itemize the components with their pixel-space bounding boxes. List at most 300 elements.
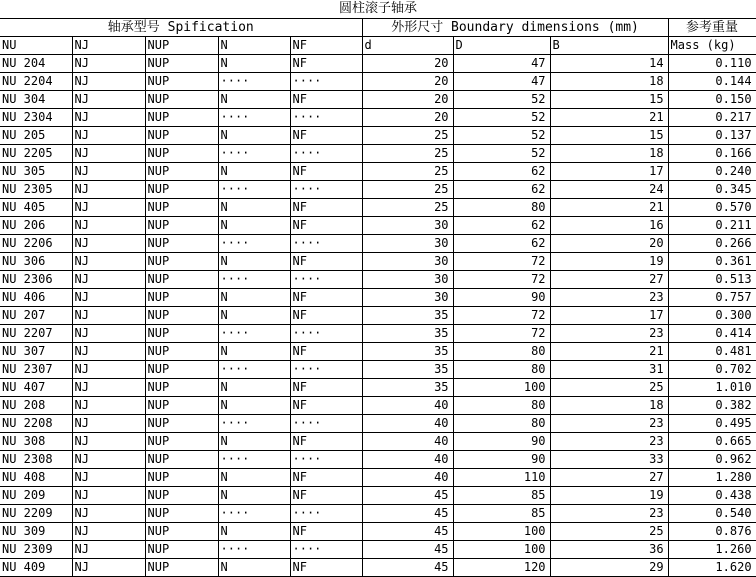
col-header-nu[interactable]: NU [0, 37, 72, 55]
cell-n[interactable]: ···· [218, 451, 290, 469]
cell-d[interactable]: 25 [362, 181, 453, 199]
cell-b[interactable]: 21 [550, 343, 668, 361]
cell-d[interactable]: 35 [362, 361, 453, 379]
cell-b[interactable]: 25 [550, 523, 668, 541]
cell-d[interactable]: 40 [362, 469, 453, 487]
cell-b[interactable]: 15 [550, 127, 668, 145]
cell-n[interactable]: N [218, 199, 290, 217]
cell-nup[interactable]: NUP [145, 55, 218, 73]
cell-nup[interactable]: NUP [145, 379, 218, 397]
cell-nf[interactable]: NF [290, 343, 362, 361]
col-header-d[interactable]: d [362, 37, 453, 55]
cell-nj[interactable]: NJ [72, 343, 145, 361]
cell-d[interactable]: 40 [362, 433, 453, 451]
cell-b[interactable]: 25 [550, 379, 668, 397]
col-header-mass[interactable]: Mass (kg) [668, 37, 756, 55]
cell-mass[interactable]: 0.345 [668, 181, 756, 199]
cell-outer-d[interactable]: 47 [453, 55, 550, 73]
cell-nu[interactable]: NU 204 [0, 55, 72, 73]
table-row [0, 289, 756, 307]
cell-d[interactable]: 20 [362, 55, 453, 73]
table-row [0, 469, 756, 487]
cell-mass[interactable]: 0.217 [668, 109, 756, 127]
cell-nj[interactable]: NJ [72, 73, 145, 91]
cell-mass[interactable]: 0.570 [668, 199, 756, 217]
cell-nf[interactable]: NF [290, 433, 362, 451]
table-row [0, 109, 756, 127]
cell-b[interactable]: 23 [550, 415, 668, 433]
cell-d[interactable]: 45 [362, 487, 453, 505]
cell-d[interactable]: 40 [362, 451, 453, 469]
cell-mass[interactable]: 1.620 [668, 559, 756, 577]
cell-nj[interactable]: NJ [72, 379, 145, 397]
cell-b[interactable]: 21 [550, 109, 668, 127]
cell-nf[interactable]: NF [290, 55, 362, 73]
cell-d[interactable]: 20 [362, 109, 453, 127]
cell-nup[interactable]: NUP [145, 163, 218, 181]
cell-mass[interactable]: 0.211 [668, 217, 756, 235]
cell-b[interactable]: 33 [550, 451, 668, 469]
cell-d[interactable]: 40 [362, 415, 453, 433]
cell-nu[interactable]: NU 2304 [0, 109, 72, 127]
cell-nup[interactable]: NUP [145, 523, 218, 541]
cell-outer-d[interactable]: 100 [453, 379, 550, 397]
cell-outer-d[interactable]: 90 [453, 289, 550, 307]
cell-outer-d[interactable]: 72 [453, 253, 550, 271]
cell-nup[interactable]: NUP [145, 307, 218, 325]
cell-b[interactable]: 24 [550, 181, 668, 199]
table-row [0, 217, 756, 235]
cell-d[interactable]: 30 [362, 271, 453, 289]
cell-nf[interactable]: NF [290, 397, 362, 415]
cell-outer-d[interactable]: 62 [453, 181, 550, 199]
cell-nf[interactable]: ···· [290, 415, 362, 433]
cell-nu[interactable]: NU 2208 [0, 415, 72, 433]
cell-nj[interactable]: NJ [72, 253, 145, 271]
cell-n[interactable]: N [218, 307, 290, 325]
table-row [0, 325, 756, 343]
cell-nu[interactable]: NU 205 [0, 127, 72, 145]
cell-mass[interactable]: 1.280 [668, 469, 756, 487]
cell-nup[interactable]: NUP [145, 469, 218, 487]
cell-nf[interactable]: NF [290, 199, 362, 217]
cell-outer-d[interactable]: 90 [453, 451, 550, 469]
cell-b[interactable]: 18 [550, 397, 668, 415]
cell-outer-d[interactable]: 62 [453, 163, 550, 181]
cell-outer-d[interactable]: 52 [453, 91, 550, 109]
cell-d[interactable]: 25 [362, 163, 453, 181]
cell-n[interactable]: ···· [218, 415, 290, 433]
cell-outer-d[interactable]: 72 [453, 325, 550, 343]
cell-nf[interactable]: NF [290, 253, 362, 271]
cell-nu[interactable]: NU 308 [0, 433, 72, 451]
cell-nj[interactable]: NJ [72, 307, 145, 325]
table-row [0, 361, 756, 379]
cell-nf[interactable]: NF [290, 217, 362, 235]
bearing-table [0, 18, 756, 577]
table-row [0, 523, 756, 541]
cell-nu[interactable]: NU 2307 [0, 361, 72, 379]
table-row [0, 199, 756, 217]
cell-d[interactable]: 45 [362, 523, 453, 541]
cell-outer-d[interactable]: 47 [453, 73, 550, 91]
cell-outer-d[interactable]: 80 [453, 199, 550, 217]
cell-nup[interactable]: NUP [145, 451, 218, 469]
cell-mass[interactable]: 0.876 [668, 523, 756, 541]
cell-nup[interactable]: NUP [145, 397, 218, 415]
cell-outer-d[interactable]: 52 [453, 109, 550, 127]
cell-b[interactable]: 23 [550, 289, 668, 307]
cell-nj[interactable]: NJ [72, 235, 145, 253]
cell-b[interactable]: 21 [550, 199, 668, 217]
cell-nu[interactable]: NU 2206 [0, 235, 72, 253]
cell-nup[interactable]: NUP [145, 145, 218, 163]
table-row [0, 145, 756, 163]
cell-nf[interactable]: ···· [290, 505, 362, 523]
cell-nu[interactable]: NU 407 [0, 379, 72, 397]
cell-mass[interactable]: 0.962 [668, 451, 756, 469]
cell-n[interactable]: ···· [218, 145, 290, 163]
cell-nu[interactable]: NU 2308 [0, 451, 72, 469]
cell-b[interactable]: 17 [550, 307, 668, 325]
cell-nu[interactable]: NU 2207 [0, 325, 72, 343]
cell-mass[interactable]: 0.110 [668, 55, 756, 73]
cell-outer-d[interactable]: 72 [453, 271, 550, 289]
cell-d[interactable]: 35 [362, 343, 453, 361]
cell-n[interactable]: N [218, 487, 290, 505]
group-header-spec[interactable]: 轴承型号 Spification [0, 19, 362, 37]
cell-nj[interactable]: NJ [72, 271, 145, 289]
cell-nj[interactable]: NJ [72, 415, 145, 433]
cell-nup[interactable]: NUP [145, 217, 218, 235]
cell-n[interactable]: N [218, 433, 290, 451]
cell-b[interactable]: 23 [550, 505, 668, 523]
cell-nu[interactable]: NU 2305 [0, 181, 72, 199]
cell-d[interactable]: 45 [362, 541, 453, 559]
cell-nu[interactable]: NU 304 [0, 91, 72, 109]
cell-nj[interactable]: NJ [72, 523, 145, 541]
cell-mass[interactable]: 0.144 [668, 73, 756, 91]
cell-outer-d[interactable]: 120 [453, 559, 550, 577]
cell-nup[interactable]: NUP [145, 235, 218, 253]
cell-nu[interactable]: NU 307 [0, 343, 72, 361]
cell-d[interactable]: 45 [362, 505, 453, 523]
cell-b[interactable]: 20 [550, 235, 668, 253]
cell-nj[interactable]: NJ [72, 325, 145, 343]
cell-nup[interactable]: NUP [145, 415, 218, 433]
cell-n[interactable]: N [218, 91, 290, 109]
cell-nu[interactable]: NU 409 [0, 559, 72, 577]
cell-outer-d[interactable]: 100 [453, 523, 550, 541]
cell-nf[interactable]: NF [290, 91, 362, 109]
table-row [0, 73, 756, 91]
cell-d[interactable]: 40 [362, 397, 453, 415]
cell-nj[interactable]: NJ [72, 91, 145, 109]
cell-nup[interactable]: NUP [145, 199, 218, 217]
cell-d[interactable]: 35 [362, 379, 453, 397]
cell-nup[interactable]: NUP [145, 181, 218, 199]
cell-b[interactable]: 27 [550, 271, 668, 289]
cell-nf[interactable]: NF [290, 469, 362, 487]
cell-b[interactable]: 23 [550, 325, 668, 343]
cell-mass[interactable]: 0.382 [668, 397, 756, 415]
cell-nf[interactable]: ···· [290, 235, 362, 253]
cell-mass[interactable]: 0.300 [668, 307, 756, 325]
cell-n[interactable]: ···· [218, 73, 290, 91]
cell-outer-d[interactable]: 90 [453, 433, 550, 451]
cell-nup[interactable]: NUP [145, 325, 218, 343]
cell-mass[interactable]: 0.757 [668, 289, 756, 307]
group-header-mass[interactable]: 参考重量 [668, 19, 756, 37]
cell-mass[interactable]: 1.010 [668, 379, 756, 397]
cell-outer-d[interactable]: 110 [453, 469, 550, 487]
cell-d[interactable]: 45 [362, 559, 453, 577]
cell-n[interactable]: ···· [218, 325, 290, 343]
cell-nj[interactable]: NJ [72, 451, 145, 469]
cell-nj[interactable]: NJ [72, 361, 145, 379]
cell-mass[interactable]: 0.240 [668, 163, 756, 181]
table-row [0, 487, 756, 505]
cell-n[interactable]: N [218, 397, 290, 415]
cell-b[interactable]: 18 [550, 145, 668, 163]
cell-nup[interactable]: NUP [145, 73, 218, 91]
cell-nj[interactable]: NJ [72, 163, 145, 181]
table-row [0, 127, 756, 145]
cell-nj[interactable]: NJ [72, 145, 145, 163]
cell-b[interactable]: 16 [550, 217, 668, 235]
cell-nj[interactable]: NJ [72, 127, 145, 145]
cell-mass[interactable]: 0.702 [668, 361, 756, 379]
cell-b[interactable]: 23 [550, 433, 668, 451]
cell-mass[interactable]: 0.495 [668, 415, 756, 433]
cell-n[interactable]: N [218, 289, 290, 307]
col-header-nj[interactable]: NJ [72, 37, 145, 55]
cell-b[interactable]: 29 [550, 559, 668, 577]
cell-nup[interactable]: NUP [145, 433, 218, 451]
cell-nu[interactable]: NU 405 [0, 199, 72, 217]
cell-nup[interactable]: NUP [145, 91, 218, 109]
cell-n[interactable]: N [218, 469, 290, 487]
cell-b[interactable]: 14 [550, 55, 668, 73]
cell-d[interactable]: 25 [362, 127, 453, 145]
cell-mass[interactable]: 0.665 [668, 433, 756, 451]
cell-mass[interactable]: 0.414 [668, 325, 756, 343]
cell-nf[interactable]: NF [290, 307, 362, 325]
cell-d[interactable]: 20 [362, 91, 453, 109]
col-header-nup[interactable]: NUP [145, 37, 218, 55]
cell-nf[interactable]: ···· [290, 451, 362, 469]
cell-nf[interactable]: NF [290, 379, 362, 397]
cell-nu[interactable]: NU 408 [0, 469, 72, 487]
cell-nu[interactable]: NU 305 [0, 163, 72, 181]
table-row [0, 559, 756, 577]
cell-mass[interactable]: 0.438 [668, 487, 756, 505]
cell-nf[interactable]: NF [290, 127, 362, 145]
cell-nu[interactable]: NU 306 [0, 253, 72, 271]
table-row [0, 505, 756, 523]
table-row [0, 379, 756, 397]
cell-mass[interactable]: 0.481 [668, 343, 756, 361]
cell-nu[interactable]: NU 2306 [0, 271, 72, 289]
cell-b[interactable]: 31 [550, 361, 668, 379]
cell-nf[interactable]: ···· [290, 181, 362, 199]
cell-outer-d[interactable]: 80 [453, 397, 550, 415]
cell-nf[interactable]: ···· [290, 541, 362, 559]
cell-n[interactable]: N [218, 127, 290, 145]
table-row [0, 451, 756, 469]
cell-d[interactable]: 25 [362, 145, 453, 163]
cell-n[interactable]: ···· [218, 541, 290, 559]
cell-n[interactable]: N [218, 163, 290, 181]
cell-nup[interactable]: NUP [145, 343, 218, 361]
table-row [0, 181, 756, 199]
cell-b[interactable]: 19 [550, 487, 668, 505]
cell-nj[interactable]: NJ [72, 433, 145, 451]
cell-nu[interactable]: NU 207 [0, 307, 72, 325]
cell-n[interactable]: ···· [218, 361, 290, 379]
cell-nj[interactable]: NJ [72, 397, 145, 415]
table-row [0, 271, 756, 289]
cell-nup[interactable]: NUP [145, 541, 218, 559]
cell-nf[interactable]: ···· [290, 361, 362, 379]
cell-n[interactable]: N [218, 253, 290, 271]
cell-mass[interactable]: 0.166 [668, 145, 756, 163]
cell-nj[interactable]: NJ [72, 289, 145, 307]
cell-n[interactable]: N [218, 343, 290, 361]
cell-b[interactable]: 27 [550, 469, 668, 487]
cell-mass[interactable]: 0.540 [668, 505, 756, 523]
cell-nu[interactable]: NU 2209 [0, 505, 72, 523]
table-row [0, 397, 756, 415]
cell-nf[interactable]: NF [290, 559, 362, 577]
cell-mass[interactable]: 1.260 [668, 541, 756, 559]
cell-b[interactable]: 18 [550, 73, 668, 91]
cell-nup[interactable]: NUP [145, 361, 218, 379]
cell-outer-d[interactable]: 72 [453, 307, 550, 325]
cell-nj[interactable]: NJ [72, 217, 145, 235]
group-header-dims[interactable]: 外形尺寸 Boundary dimensions (mm) [362, 19, 668, 37]
cell-mass[interactable]: 0.150 [668, 91, 756, 109]
cell-outer-d[interactable]: 100 [453, 541, 550, 559]
table-row [0, 91, 756, 109]
cell-d[interactable]: 30 [362, 289, 453, 307]
table-row [0, 253, 756, 271]
cell-outer-d[interactable]: 62 [453, 235, 550, 253]
cell-n[interactable]: N [218, 55, 290, 73]
cell-nj[interactable]: NJ [72, 505, 145, 523]
cell-nj[interactable]: NJ [72, 55, 145, 73]
cell-nu[interactable]: NU 2204 [0, 73, 72, 91]
cell-nj[interactable]: NJ [72, 109, 145, 127]
cell-b[interactable]: 36 [550, 541, 668, 559]
cell-d[interactable]: 30 [362, 217, 453, 235]
cell-mass[interactable]: 0.361 [668, 253, 756, 271]
cell-nj[interactable]: NJ [72, 559, 145, 577]
cell-d[interactable]: 25 [362, 199, 453, 217]
cell-n[interactable]: ···· [218, 271, 290, 289]
cell-d[interactable]: 35 [362, 325, 453, 343]
cell-nup[interactable]: NUP [145, 559, 218, 577]
col-header-b[interactable]: B [550, 37, 668, 55]
cell-d[interactable]: 35 [362, 307, 453, 325]
cell-nu[interactable]: NU 406 [0, 289, 72, 307]
cell-outer-d[interactable]: 52 [453, 145, 550, 163]
cell-n[interactable]: N [218, 217, 290, 235]
cell-outer-d[interactable]: 80 [453, 361, 550, 379]
cell-d[interactable]: 30 [362, 235, 453, 253]
col-header-n[interactable]: N [218, 37, 290, 55]
cell-outer-d[interactable]: 85 [453, 487, 550, 505]
cell-nup[interactable]: NUP [145, 109, 218, 127]
cell-nj[interactable]: NJ [72, 541, 145, 559]
table-row [0, 55, 756, 73]
col-header-outer-d[interactable]: D [453, 37, 550, 55]
cell-nf[interactable]: ···· [290, 325, 362, 343]
cell-nf[interactable]: NF [290, 523, 362, 541]
cell-n[interactable]: ···· [218, 109, 290, 127]
cell-nup[interactable]: NUP [145, 487, 218, 505]
cell-outer-d[interactable]: 85 [453, 505, 550, 523]
cell-nj[interactable]: NJ [72, 469, 145, 487]
table-row [0, 415, 756, 433]
cell-nup[interactable]: NUP [145, 289, 218, 307]
sheet-title: 圆柱滚子轴承 [338, 1, 417, 16]
cell-nf[interactable]: ···· [290, 73, 362, 91]
cell-nf[interactable]: NF [290, 163, 362, 181]
cell-b[interactable]: 17 [550, 163, 668, 181]
cell-nup[interactable]: NUP [145, 505, 218, 523]
cell-nu[interactable]: NU 208 [0, 397, 72, 415]
cell-nu[interactable]: NU 2205 [0, 145, 72, 163]
cell-nf[interactable]: ···· [290, 109, 362, 127]
table-row [0, 163, 756, 181]
cell-b[interactable]: 19 [550, 253, 668, 271]
cell-nu[interactable]: NU 206 [0, 217, 72, 235]
cell-mass[interactable]: 0.513 [668, 271, 756, 289]
cell-nf[interactable]: NF [290, 487, 362, 505]
cell-d[interactable]: 30 [362, 253, 453, 271]
cell-mass[interactable]: 0.266 [668, 235, 756, 253]
cell-outer-d[interactable]: 52 [453, 127, 550, 145]
cell-nf[interactable]: ···· [290, 145, 362, 163]
col-header-nf[interactable]: NF [290, 37, 362, 55]
cell-n[interactable]: ···· [218, 181, 290, 199]
cell-mass[interactable]: 0.137 [668, 127, 756, 145]
cell-nf[interactable]: NF [290, 289, 362, 307]
cell-nu[interactable]: NU 309 [0, 523, 72, 541]
cell-outer-d[interactable]: 80 [453, 343, 550, 361]
cell-outer-d[interactable]: 80 [453, 415, 550, 433]
cell-nu[interactable]: NU 2309 [0, 541, 72, 559]
cell-nup[interactable]: NUP [145, 271, 218, 289]
cell-outer-d[interactable]: 62 [453, 217, 550, 235]
cell-nj[interactable]: NJ [72, 487, 145, 505]
cell-nf[interactable]: ···· [290, 271, 362, 289]
cell-nup[interactable]: NUP [145, 127, 218, 145]
cell-n[interactable]: N [218, 523, 290, 541]
cell-nj[interactable]: NJ [72, 199, 145, 217]
cell-nup[interactable]: NUP [145, 253, 218, 271]
cell-n[interactable]: ···· [218, 235, 290, 253]
cell-n[interactable]: N [218, 559, 290, 577]
cell-nu[interactable]: NU 209 [0, 487, 72, 505]
cell-b[interactable]: 15 [550, 91, 668, 109]
cell-n[interactable]: ···· [218, 505, 290, 523]
cell-d[interactable]: 20 [362, 73, 453, 91]
cell-n[interactable]: N [218, 379, 290, 397]
table-row [0, 307, 756, 325]
cell-nj[interactable]: NJ [72, 181, 145, 199]
